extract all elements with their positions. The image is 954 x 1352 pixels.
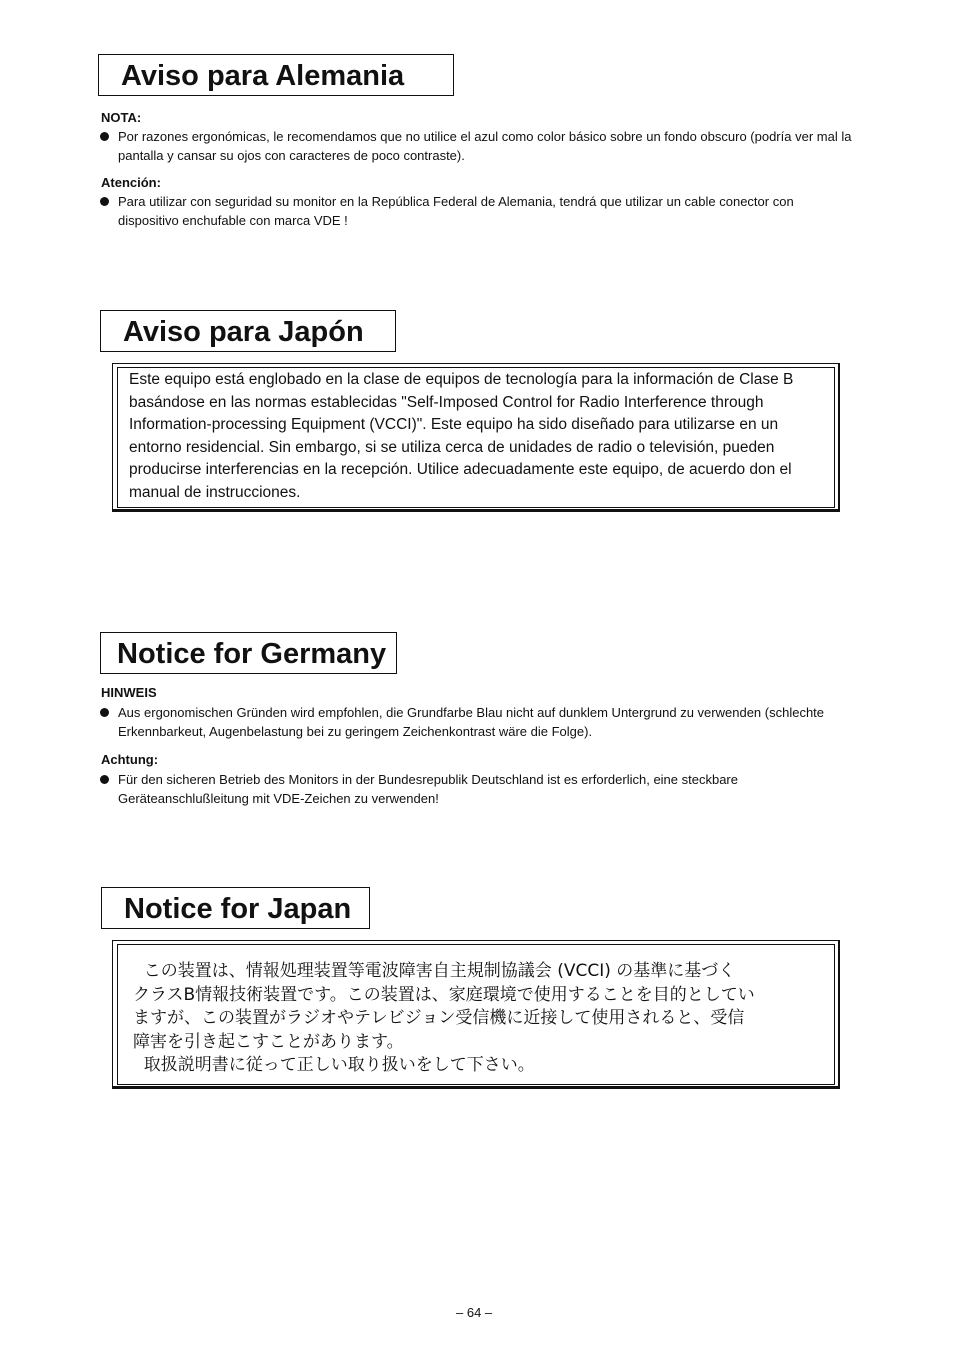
aviso-alemania-title-box — [98, 54, 454, 96]
notice-japan-title: Notice for Japan — [124, 893, 352, 925]
hinweis-label: HINWEIS — [101, 685, 157, 700]
nota-item — [100, 127, 878, 165]
aviso-japon-text: Este equipo está englobado en la clase de equipos de tecnología para la información de Clase B basándose en las normas establecidas "Self-Imposed Control for Radio Interference through Information-processing Equipment (VCCI)". Este equipo ha sido diseñado para utilizarse en un entorno residencial. Sin embargo, si se utiliza cerca de unidades de radio o televisión, pueden producirse interferencias en la recepción. Utilice adecuadamente este equipo, de acuerdo don el manual de instrucciones. — [129, 371, 794, 501]
aviso-japon-title-box — [100, 310, 396, 352]
page-number: – 64 – — [456, 1305, 493, 1320]
achtung-text: Für den sicheren Betrieb des Monitors in der Bundesrepublik Deutschland ist es erforderlich, eine steckbare Geräteanschlußleitung mit VDE-Zeichen zu verwenden! — [118, 772, 738, 806]
notice-germany-title-box — [100, 632, 397, 674]
notice-germany-title: Notice for Germany — [117, 638, 387, 670]
bullet-icon — [100, 775, 109, 784]
bullet-icon — [100, 197, 109, 206]
bullet-icon — [100, 132, 109, 141]
nota-text: Por razones ergonómicas, le recomendamos que no utilice el azul como color básico sobre un fondo obscuro (podría ver mal la pantalla y cansar su ojos con caracteres de poco contraste). — [118, 129, 852, 163]
atencion-label: Atención: — [101, 175, 161, 190]
notice-japan-title-box — [101, 887, 370, 929]
aviso-japon-title: Aviso para Japón — [123, 316, 364, 348]
nota-label: NOTA: — [101, 110, 142, 125]
hinweis-text: Aus ergonomischen Gründen wird empfohlen, die Grundfarbe Blau nicht auf dunklem Untergrund zu verwenden (schlechte Erkennbarkeut, Augenbelastung bei zu geringem Zeichenkontrast wäre die Folge). — [118, 705, 825, 739]
bullet-icon — [100, 708, 109, 717]
atencion-text: Para utilizar con seguridad su monitor en la República Federal de Alemania, tendrá que utilizar un cable conector con dispositivo enchufable con marca VDE ! — [118, 194, 794, 228]
achtung-label: Achtung: — [101, 752, 159, 767]
notice-japan-text: この装置は、情報処理装置等電波障害自主規制協議会 (VCCI) の基準に基づく クラスB情報技術装置です。この装置は、家庭環境で使用することを目的としてい ますが、この装置がラジオやテレビジョン受信機に近接して使用されると、受信 障害を引き起こすことがあります。 取扱説明書に従って正しい取り扱いをして下さい。 — [133, 961, 755, 1075]
achtung-item — [100, 770, 863, 808]
hinweis-item — [100, 703, 863, 741]
aviso-alemania-title: Aviso para Alemania — [121, 60, 405, 92]
atencion-item — [100, 192, 838, 230]
